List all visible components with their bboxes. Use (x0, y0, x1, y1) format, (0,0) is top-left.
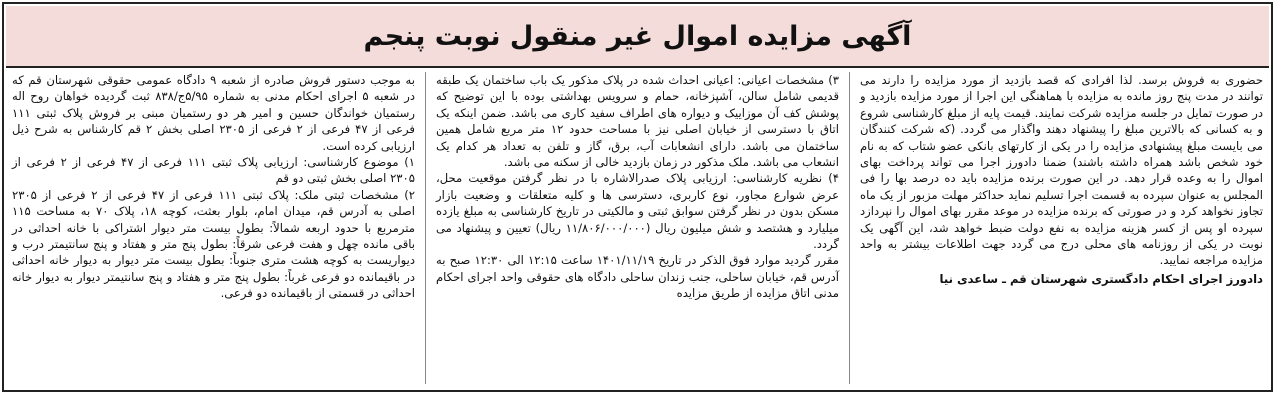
paragraph: مقرر گردید موارد فوق الذکر در تاریخ ۱۴۰۱/۱۱/۱۹ ساعت ۱۲:۱۵ الی ۱۲:۳۰ صبح به آدرس قم، خیابان ساحلی، جنب زندان ساحلی دادگاه های حقوقی واحد اجرای احکام مدنی اتاق مزایده از طریق مزایده (436, 253, 839, 301)
column-divider (425, 72, 426, 384)
column-middle (434, 72, 841, 384)
title-banner (6, 6, 1269, 68)
paragraph: ۴) نظریه کارشناسی: ارزیابی پلاک صدرالاشاره با در نظر گرفتن موقعیت محل، عرض شوارع مجاور، نوع کاربری، دسترسی ها و کلیه متعلقات و وضعیت بازار مسکن بدون در نظر گرفتن سوابق ثبتی و مالکیتی در تاریخ کارشناسی به مبلغ یازده میلیارد و هشتصد و شش میلیون ریال (۱۱/۸۰۶/۰۰۰/۰۰۰ ریال) تعیین و پیشنهاد می گردد. (436, 171, 840, 252)
paragraph: ۱) موضوع کارشناسی: ارزیابی پلاک ثبتی ۱۱۱ فرعی از ۴۷ فرعی از ۲ فرعی از ۲۳۰۵ اصلی بخش ثبتی دو قم (12, 155, 415, 186)
notice-title: آگهی مزایده اموال غیر منقول نوبت پنجم (363, 20, 912, 52)
notice-body (10, 72, 1265, 384)
paragraph: ۲) مشخصات ثبتی ملک: پلاک ثبتی ۱۱۱ فرعی از ۴۷ فرعی از ۲ فرعی از ۲۳۰۵ اصلی به آدرس قم، میدان امام، بلوار بعثت، کوچه ۱۸، پلاک ۷۰ به مساحت ۱۱۵ مترمربع با حدود اربعه شمالاً: بطول بیست متر دیوار اشتراکی با خانه احداثی در باقی مانده چهل و هفت فرعی شرقاً: بطول پنج متر و هفتاد و پنج سانتیمتر درب و دیواریست به کوچه هشت متری جنوباً: بطول بیست متر دیوار به دیوار خانه احداثی در باقیمانده دو فرعی غرباً: بطول پنج متر و هفتاد و پنج سانتیمتر دیوار به دیوار خانه احداثی در قسمتی از باقیمانده دو فرعی. (12, 187, 415, 301)
paragraph: ۳) مشخصات اعیانی: اعیانی احداث شده در پلاک مذکور یک باب ساختمان یک طبقه قدیمی شامل سالن، آشپزخانه، حمام و سرویس بهداشتی بوده با این توضیح که پوشش کف آن موزاییک و دیواره های اطراف سفید کاری می باشد. ضمن اینکه یک اتاق با دسترسی از خیابان اصلی نیز با مساحت حدود ۱۲ متر مربع شامل همین ساختمان می باشد. دارای انشعابات آب، برق، گاز و تلفن به تعداد هر کدام یک انشعاب می باشد. ملک مذکور در زمان بازدید خالی از سکنه می باشد. (436, 73, 839, 170)
auction-notice (2, 2, 1273, 392)
signature: دادورز اجرای احکام دادگستری شهرستان قم ـ ساعدی نیا (939, 271, 1263, 286)
column-left (858, 72, 1265, 384)
column-right (10, 72, 417, 384)
paragraph: حضوری به فروش برسد. لذا افرادی که قصد بازدید از مورد مزایده را دارند می توانند در مدت پنج روز مانده به مزایده با هماهنگی این اجرا از مورد مزایده بازدید و در صورت تمایل در جلسه مزایده شرکت نمایند. قیمت پایه از مبلغ کارشناسی شروع و به کسانی که بالاترین مبلغ را پیشنهاد دهند واگذار می گردد. (که شرکت کنندگان می بایست مبلغ پیشنهادی مزایده را در یکی از کارتهای بانکی عضو شتاب که به نام خود شخص باشد همراه داشته باشند) ضمنا دادورز اجرا می تواند پرداخت بهای اموال را به وعده قرار دهد. در این صورت برنده مزایده باید ده درصد بها را فی المجلس به عنوان سپرده به قسمت اجرا تسلیم نماید حداکثر مهلت مزبور از یک ماه تجاوز نخواهد کرد و در صورتی که برنده مزایده در موعد مقرر بهای اموال را نپردازد سپرده او پس از کسر هزینه مزایده به نفع دولت ضبط خواهد شد، این آگهی یک نوبت در یکی از روزنامه های محلی درج می گردد جهت اطلاعات بیشتر به واحد مزایده مراجعه نمایید. (860, 73, 1263, 268)
paragraph: به موجب دستور فروش صادره از شعبه ۹ دادگاه عمومی حقوقی شهرستان قم که در شعبه ۵ اجرای احکام مدنی به شماره ۵/۹۵ج/۸۳۸ ثبت گردیده خواهان روح اله رستمیان خواندگان حسین و امیر هر دو رستمیان مبنی بر فروش پلاک ثبتی ۱۱۱ فرعی از ۴۷ فرعی از ۲ فرعی از ۲۳۰۵ اصلی بخش ۲ قم کارشناس به شرح ذیل ارزیابی کرده است. (12, 73, 415, 153)
column-divider (849, 72, 850, 384)
